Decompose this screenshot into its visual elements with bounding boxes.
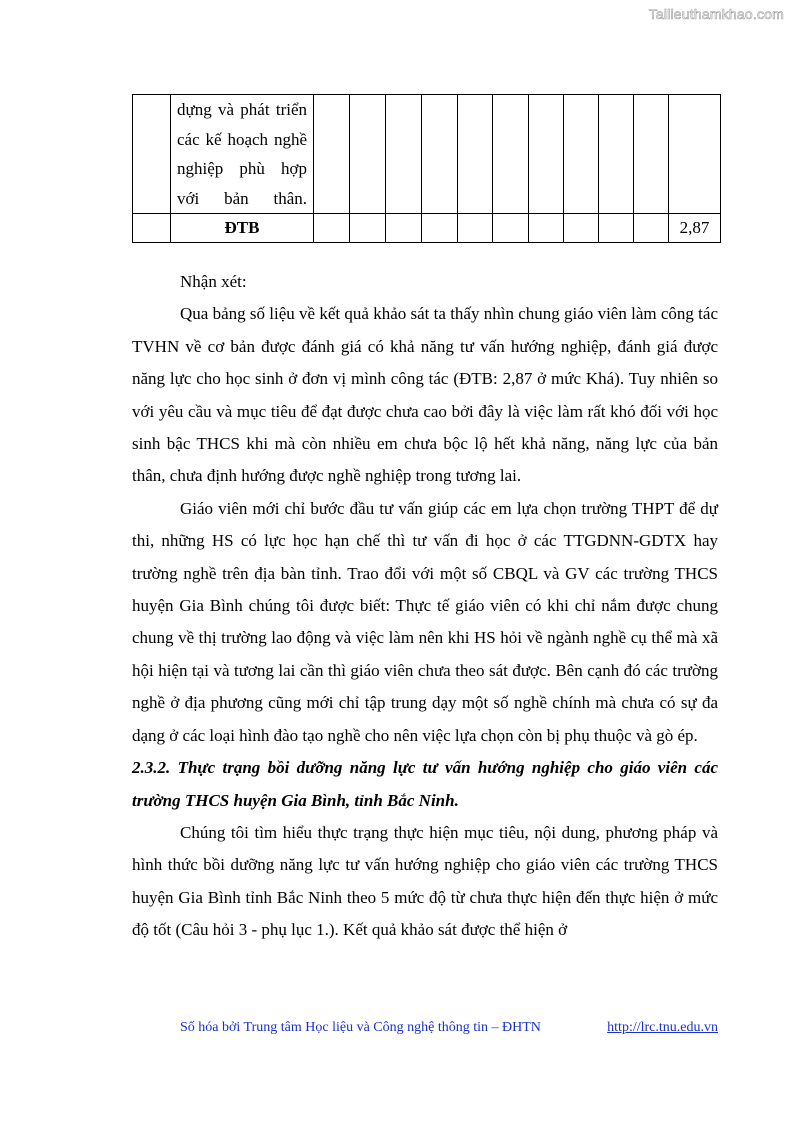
criterion-text: dựng và phát triển các kế hoạch nghề nghiệp phù hợp với bản thân.	[177, 100, 307, 208]
section-heading: 2.3.2. Thực trạng bồi dưỡng năng lực tư vấn hướng nghiệp cho giáo viên các trường THCS huyện Gia Bình, tỉnh Bắc Ninh.	[132, 758, 718, 810]
table-cell	[458, 214, 493, 243]
footer-credit: Số hóa bởi Trung tâm Học liệu và Công nghệ thông tin – ĐHTN	[180, 1020, 541, 1035]
table-cell	[599, 214, 634, 243]
table-cell	[422, 95, 458, 214]
table-cell	[133, 214, 171, 243]
table-cell	[458, 95, 493, 214]
paragraph: Chúng tôi tìm hiểu thực trạng thực hiện mục tiêu, nội dung, phương pháp và hình thức bồi dưỡng năng lực tư vấn hướng nghiệp cho giáo viên các trường THCS huyện Gia Bình tỉnh Bắc Ninh theo 5 mức độ từ chưa thực hiện đến thực hiện ở mức độ tốt (Câu hỏi 3 - phụ lục 1.). Kết quả khảo sát được thể hiện ở	[132, 822, 718, 940]
table-cell	[564, 214, 599, 243]
body-text	[132, 266, 718, 947]
table-cell	[634, 214, 669, 243]
total-value: 2,87	[669, 214, 721, 243]
watermark: Tailieuthamkhao.com	[648, 6, 784, 22]
table-cell	[350, 214, 386, 243]
table-cell	[314, 214, 350, 243]
table-cell	[564, 95, 599, 214]
remarks-label: Nhận xét:	[180, 272, 247, 291]
table-cell	[529, 214, 564, 243]
paragraph: Giáo viên mới chỉ bước đầu tư vấn giúp các em lựa chọn trường THPT để dự thi, những HS có lực học hạn chế thì tư vấn đi học ở các TTGDNN-GDTX hay trường nghề trên địa bàn tỉnh. Trao đổi với một số CBQL và GV các trường THCS huyện Gia Bình chúng tôi được biết: Thực tế giáo viên có khi chỉ nắm được chung chung về thị trường lao động và việc làm nên khi HS hỏi về ngành nghề cụ thể mà xã hội hiện tại và tương lai cần thì giáo viên chưa theo sát được. Bên cạnh đó các trường nghề ở địa phương cũng mới chỉ tập trung dạy một số nghề chính mà chưa có sự đa dạng ở các loại hình đào tạo nghề cho nên việc lựa chọn còn bị phụ thuộc và gò ép.	[132, 498, 718, 745]
table-cell	[599, 95, 634, 214]
survey-table	[132, 94, 721, 243]
paragraph: Qua bảng số liệu về kết quả khảo sát ta thấy nhìn chung giáo viên làm công tác TVHN về cơ bản được đánh giá có khả năng tư vấn hướng nghiệp, đánh giá được năng lực cho học sinh ở đơn vị mình công tác (ĐTB: 2,87 ở mức Khá). Tuy nhiên so với yêu cầu và mục tiêu để đạt được chưa cao bởi đây là việc làm rất khó đối với học sinh bậc THCS khi mà còn nhiều em chưa bộc lộ hết khả năng, năng lực của bản thân, chưa định hướng được nghề nghiệp trong tương lai.	[132, 304, 718, 486]
table-cell	[386, 214, 422, 243]
table-cell	[350, 95, 386, 214]
footer	[180, 1020, 718, 1036]
table-cell	[493, 95, 529, 214]
table-row-total	[133, 214, 721, 243]
criterion-cell	[171, 95, 314, 214]
table-cell	[634, 95, 669, 214]
table-cell	[422, 214, 458, 243]
table-cell	[314, 95, 350, 214]
table-cell	[386, 95, 422, 214]
table-row	[133, 95, 721, 214]
table-cell	[493, 214, 529, 243]
table-cell	[133, 95, 171, 214]
footer-link[interactable]: http://lrc.tnu.edu.vn	[607, 1020, 718, 1035]
table-cell	[669, 95, 721, 214]
table-cell	[529, 95, 564, 214]
total-label: ĐTB	[171, 214, 314, 243]
